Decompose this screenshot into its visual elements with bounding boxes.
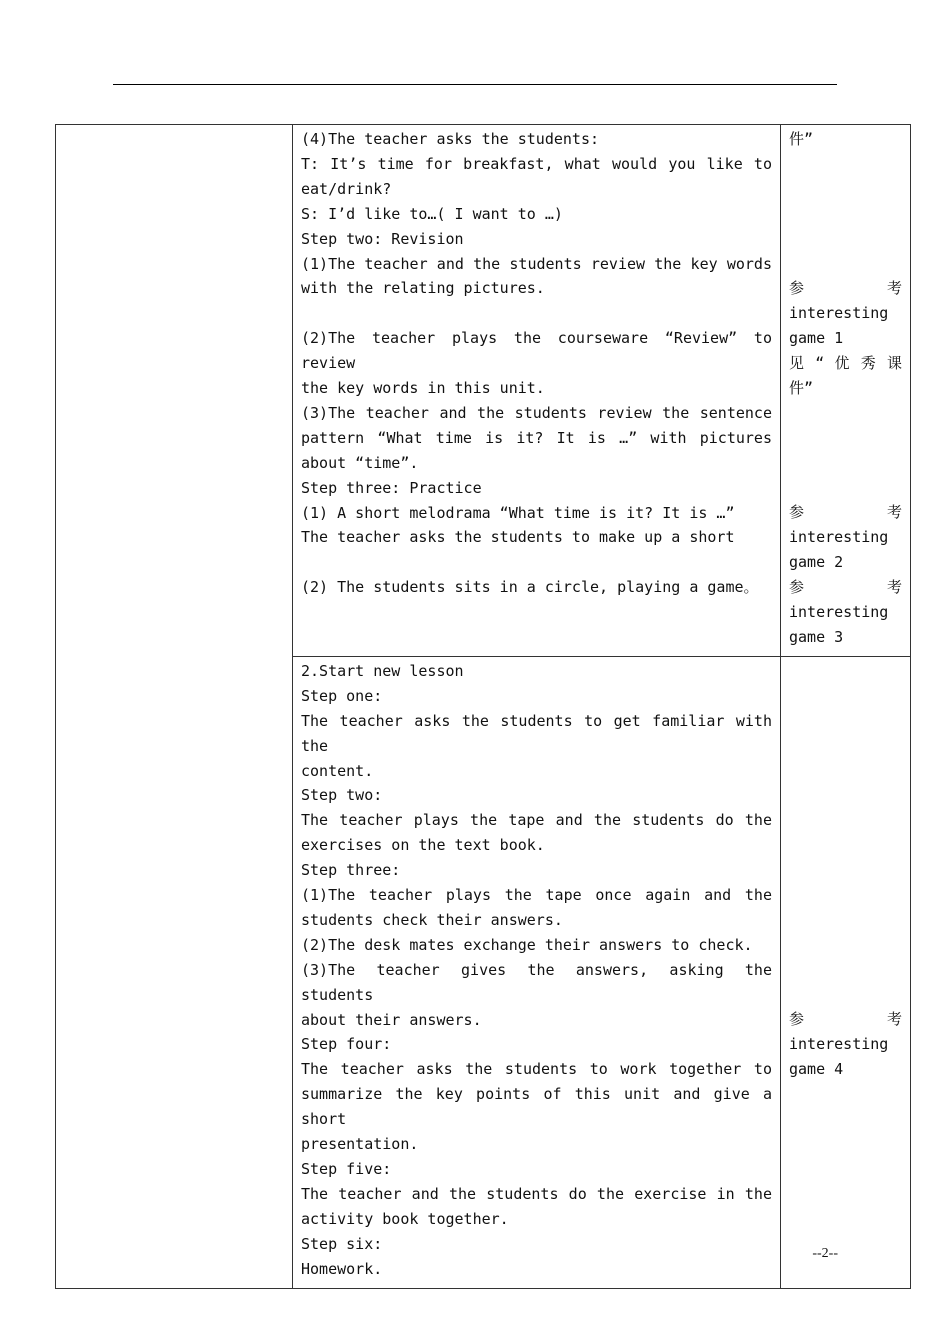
text-line: the key words in this unit. [301, 379, 545, 398]
text-line: Step two: [301, 786, 383, 805]
text-line: about their answers. [301, 1010, 482, 1029]
text-line [789, 833, 902, 858]
text-line: presentation. [301, 1135, 419, 1154]
text-line: 件” [789, 130, 814, 148]
text-line [789, 783, 902, 808]
text-line: (3)The teacher gives the answers, asking the students [301, 960, 782, 1004]
text-line: The teacher plays the tape and the students do the [301, 811, 772, 830]
text-line [789, 709, 902, 734]
text-line [301, 301, 772, 326]
text-line: (1)The teacher plays the tape once again and the [301, 886, 772, 905]
text-line: game 2 [789, 553, 844, 572]
text-line: Homework. [301, 1259, 383, 1278]
text-line: interesting [789, 304, 889, 323]
notes-text [781, 125, 910, 656]
text-line: summarize the key points of this unit and give a short [301, 1085, 782, 1129]
text-line: S: I’d like to…( I want to …) [301, 204, 563, 223]
header-rule [113, 84, 837, 85]
text-line: (3)The teacher and the students review the sentence [301, 403, 772, 422]
text-line: game 1 [789, 329, 844, 348]
text-line [789, 883, 902, 908]
text-line: (2) The students sits in a circle, playing a game。 [301, 578, 759, 597]
text-line: T: It’s time for breakfast, what would you like to [301, 154, 772, 173]
text-line: Step one: [301, 686, 383, 705]
text-line: The teacher asks the students to work together to [301, 1060, 772, 1079]
text-line [789, 401, 902, 426]
text-line [789, 451, 902, 476]
text-line: Step six: [301, 1234, 383, 1253]
text-line: about “time”. [301, 453, 419, 472]
text-line [789, 659, 902, 684]
text-line [789, 808, 902, 833]
text-line [789, 908, 902, 933]
text-line: students check their answers. [301, 910, 563, 929]
text-line [789, 476, 902, 501]
text-line [789, 152, 902, 177]
notes-cell [781, 656, 911, 1288]
text-line [301, 550, 772, 575]
text-line: Step three: [301, 861, 401, 880]
text-line [789, 958, 902, 983]
procedure-text [293, 657, 780, 1288]
text-line: The teacher asks the students to get familiar with the [301, 711, 782, 755]
text-line: Step two: Revision [301, 229, 464, 248]
text-line [789, 684, 902, 709]
procedure-cell [293, 656, 781, 1288]
text-line [789, 734, 902, 759]
text-line: Step five: [301, 1160, 392, 1179]
text-line: (1) A short melodrama “What time is it? It is …” [301, 503, 735, 522]
procedure-text [293, 125, 780, 606]
notes-cell [781, 125, 911, 657]
text-line [789, 251, 902, 276]
text-line: (2)The desk mates exchange their answers to check. [301, 935, 753, 954]
text-line: game 4 [789, 1060, 844, 1079]
text-line: 参 考 [789, 279, 902, 298]
text-line: (4)The teacher asks the students: [301, 130, 600, 148]
text-line: content. [301, 761, 374, 780]
notes-text [781, 657, 910, 1088]
page-number: --2-- [812, 1246, 838, 1261]
lesson-plan-table [55, 124, 911, 1289]
table-row [56, 125, 911, 657]
text-line [789, 227, 902, 252]
text-line: interesting [789, 603, 889, 622]
text-line: interesting [789, 528, 889, 547]
text-line: 参 考 [789, 503, 902, 522]
text-line [789, 933, 902, 958]
text-line: 2.Start new lesson [301, 661, 464, 680]
text-line [789, 758, 902, 783]
text-line: 参 考 [789, 578, 902, 597]
text-line: 参 考 [789, 1010, 902, 1029]
text-line: exercises on the text book. [301, 836, 545, 855]
text-line: with the relating pictures. [301, 279, 545, 298]
text-line: activity book together. [301, 1209, 509, 1228]
text-line: eat/drink? [301, 179, 392, 198]
text-line [789, 858, 902, 883]
text-line: (2)The teacher plays the courseware “Review” to review [301, 329, 782, 373]
text-line: Step three: Practice [301, 478, 482, 497]
text-line: pattern “What time is it? It is …” with pictures [301, 428, 772, 447]
text-line: The teacher and the students do the exercise in the [301, 1184, 772, 1203]
text-line: 件” [789, 378, 814, 397]
text-line: interesting [789, 1035, 889, 1054]
text-line: (1)The teacher and the students review the key words [301, 254, 772, 273]
left-blank-cell [56, 125, 293, 1289]
text-line: Step four: [301, 1035, 392, 1054]
text-line [789, 982, 902, 1007]
text-line [789, 426, 902, 451]
procedure-cell [293, 125, 781, 657]
text-line: The teacher asks the students to make up a short [301, 528, 735, 547]
text-line: game 3 [789, 627, 844, 646]
text-line: 见 “ 优 秀 课 [789, 354, 902, 373]
text-line [789, 202, 902, 227]
text-line [789, 177, 902, 202]
